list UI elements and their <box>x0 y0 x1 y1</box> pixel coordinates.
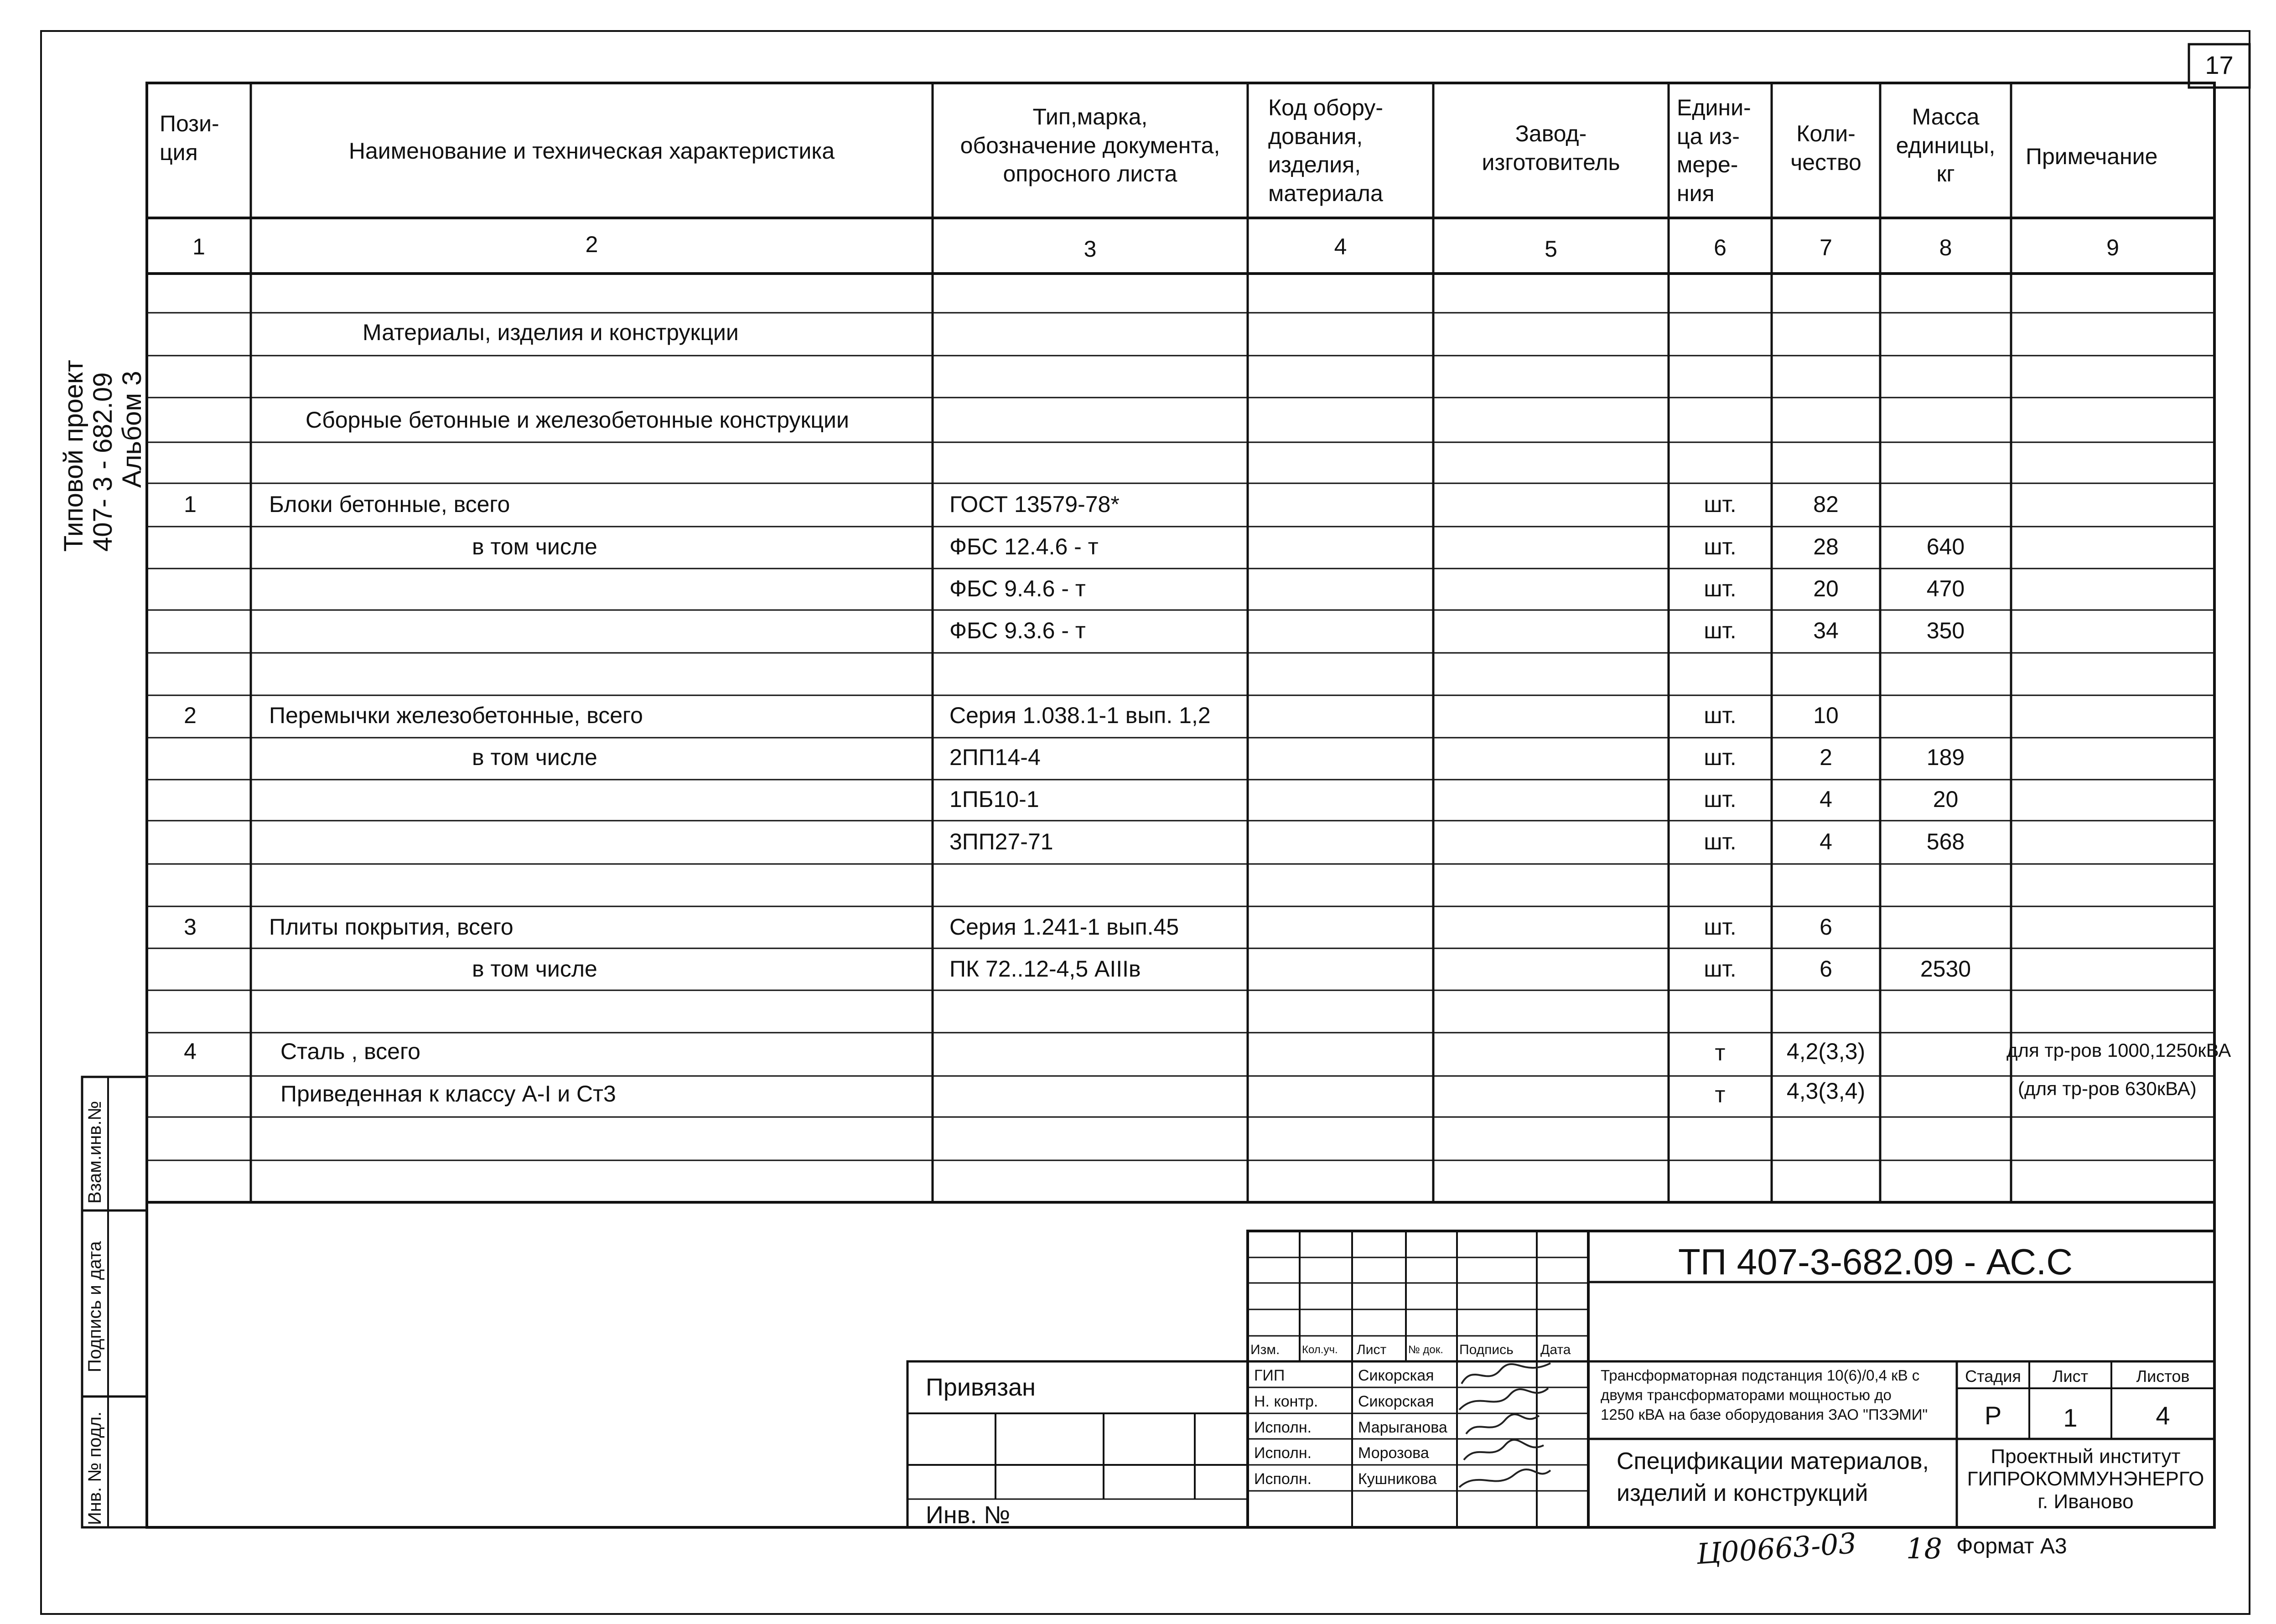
row-quantity: 10 <box>1813 703 1839 728</box>
list-value: 1 <box>2063 1403 2078 1432</box>
privyazan-label: Привязан <box>926 1374 1036 1401</box>
staff-role: Исполн. <box>1254 1419 1312 1436</box>
staff-role: ГИП <box>1254 1367 1285 1384</box>
list-label: Лист <box>2052 1367 2089 1386</box>
staff-name: Сикорская <box>1358 1367 1434 1384</box>
row-mass: 20 <box>1933 786 1959 812</box>
row-document: ГОСТ 13579-78* <box>949 491 1120 517</box>
row-unit: шт. <box>1704 576 1737 601</box>
lists-label: Листов <box>2136 1367 2190 1386</box>
staff-role: Исполн. <box>1254 1444 1312 1462</box>
row-document: ФБС 12.4.6 - т <box>949 534 1099 559</box>
row-position: 3 <box>184 914 197 940</box>
row-document: ФБС 9.3.6 - т <box>949 618 1086 643</box>
side-title <box>59 360 146 552</box>
col-num-3: 3 <box>1084 236 1097 262</box>
header-quantity: Коли- чество <box>1790 121 1861 175</box>
section-title-concrete: Сборные бетонные и железобетонные конструкции <box>306 407 849 433</box>
staff-role: Н. контр. <box>1254 1393 1318 1410</box>
row-mass: 350 <box>1926 618 1965 643</box>
side-title-line1: Типовой проект <box>59 360 88 552</box>
col-num-5: 5 <box>1545 236 1557 262</box>
row-document: Серия 1.241-1 вып.45 <box>949 914 1179 940</box>
row-quantity: 4,3(3,4) <box>1786 1078 1866 1104</box>
staff-name: Марыганова <box>1358 1419 1447 1436</box>
row-name: в том числе <box>472 745 597 770</box>
row-unit: шт. <box>1704 914 1737 940</box>
stamp-vzam-label: Взам.инв.№ <box>85 1101 105 1204</box>
row-quantity: 4 <box>1820 829 1832 854</box>
row-position: 4 <box>184 1039 197 1064</box>
header-document: Тип,марка, обозначение документа, опросного листа <box>960 104 1220 186</box>
row-mass: 2530 <box>1920 956 1971 982</box>
staff-name: Сикорская <box>1358 1393 1434 1410</box>
col-ndok-label: № док. <box>1408 1344 1443 1356</box>
organization: Проектный институт ГИПРОКОММУНЭНЕРГО г. Иваново <box>1967 1445 2204 1513</box>
row-document: 1ПБ10-1 <box>949 786 1039 812</box>
row-name: Перемычки железобетонные, всего <box>269 703 643 728</box>
header-manufacturer: Завод- изготовитель <box>1482 121 1620 175</box>
row-document: ФБС 9.4.6 - т <box>949 576 1086 601</box>
row-unit: шт. <box>1704 491 1737 517</box>
row-mass: 189 <box>1926 745 1965 770</box>
stage-value: Р <box>1984 1401 2002 1430</box>
row-quantity: 6 <box>1820 914 1832 940</box>
stamp-inv-label: Инв. № подл. <box>85 1411 105 1525</box>
col-num-7: 7 <box>1820 235 1832 260</box>
staff-name: Кушникова <box>1358 1470 1437 1488</box>
side-title-line2: 407- 3 - 682.09 <box>88 372 118 552</box>
header-unit: Едини- ца из- мере- ния <box>1677 95 1751 206</box>
page-number: 17 <box>2205 51 2234 79</box>
col-num-1: 1 <box>192 234 205 259</box>
col-data-label: Дата <box>1540 1342 1571 1357</box>
archive-number: Ц00663-03 <box>1695 1526 1858 1571</box>
row-unit: т <box>1715 1040 1726 1065</box>
row-name: в том числе <box>472 956 597 982</box>
header-mass: Масса единицы, кг <box>1896 104 1996 186</box>
row-quantity: 28 <box>1813 534 1839 559</box>
row-quantity: 82 <box>1813 491 1839 517</box>
col-list-label: Лист <box>1357 1342 1387 1357</box>
header-code: Код обору- дования, изделия, материала <box>1268 95 1384 206</box>
archive-page: 18 <box>1906 1532 1942 1565</box>
col-izm-label: Изм. <box>1250 1342 1280 1357</box>
staff-name: Морозова <box>1358 1444 1429 1462</box>
row-unit: шт. <box>1704 956 1737 982</box>
col-num-9: 9 <box>2106 235 2119 260</box>
row-document: Серия 1.038.1-1 вып. 1,2 <box>949 703 1211 728</box>
sheet-title: Спецификации материалов, изделий и конструкций <box>1617 1448 1929 1507</box>
lists-value: 4 <box>2156 1401 2170 1430</box>
row-quantity: 2 <box>1820 745 1832 770</box>
stage-label: Стадия <box>1965 1367 2021 1386</box>
row-name: Плиты покрытия, всего <box>269 914 513 940</box>
row-quantity: 6 <box>1820 956 1832 982</box>
row-unit: шт. <box>1704 618 1737 643</box>
row-document: 3ПП27-71 <box>949 829 1053 854</box>
row-mass: 470 <box>1926 576 1965 601</box>
row-name: Приведенная к классу А-I и Ст3 <box>280 1081 616 1107</box>
row-quantity: 20 <box>1813 576 1839 601</box>
row-note: для тр-ров 1000,1250кВА <box>2006 1040 2231 1061</box>
row-quantity: 34 <box>1813 618 1839 643</box>
col-num-6: 6 <box>1714 235 1726 260</box>
row-mass: 640 <box>1926 534 1965 559</box>
row-name: Сталь , всего <box>280 1039 420 1064</box>
row-unit: шт. <box>1704 745 1737 770</box>
row-unit: т <box>1715 1082 1726 1107</box>
project-description: Трансформаторная подстанция 10(6)/0,4 кВ с двумя трансформаторами мощностью до 1250 кВА на базе оборудования ЗАО "ПЗЭМИ" <box>1601 1367 1928 1423</box>
row-document: 2ПП14-4 <box>949 745 1041 770</box>
row-position: 1 <box>184 491 197 517</box>
header-note: Примечание <box>2026 144 2158 169</box>
row-unit: шт. <box>1704 703 1737 728</box>
side-title-line3: Альбом 3 <box>117 371 147 488</box>
stamp-podpis-label: Подпись и дата <box>85 1241 105 1372</box>
row-note: (для тр-ров 630кВА) <box>2018 1078 2197 1099</box>
inv-number-label: Инв. № <box>926 1501 1011 1529</box>
row-document: ПК 72..12-4,5 АIIIв <box>949 956 1141 982</box>
section-title-materials: Материалы, изделия и конструкции <box>363 320 739 345</box>
header-name: Наименование и техническая характеристика <box>348 138 835 164</box>
col-num-2: 2 <box>585 232 598 257</box>
col-podpis-label: Подпись <box>1459 1342 1514 1357</box>
staff-role: Исполн. <box>1254 1470 1312 1488</box>
col-kol-label: Кол.уч. <box>1302 1344 1338 1356</box>
row-quantity: 4,2(3,3) <box>1786 1039 1866 1064</box>
row-unit: шт. <box>1704 534 1737 559</box>
row-name: Блоки бетонные, всего <box>269 491 510 517</box>
row-position: 2 <box>184 703 197 728</box>
col-num-4: 4 <box>1334 234 1347 259</box>
document-code: ТП 407-3-682.09 - АС.С <box>1678 1241 2073 1282</box>
format-label: Формат А3 <box>1956 1534 2067 1558</box>
row-name: в том числе <box>472 534 597 559</box>
row-quantity: 4 <box>1820 786 1832 812</box>
row-unit: шт. <box>1704 786 1737 812</box>
row-mass: 568 <box>1926 829 1965 854</box>
col-num-8: 8 <box>1939 235 1952 260</box>
row-unit: шт. <box>1704 829 1737 854</box>
header-position: Пози- ция <box>160 111 219 165</box>
